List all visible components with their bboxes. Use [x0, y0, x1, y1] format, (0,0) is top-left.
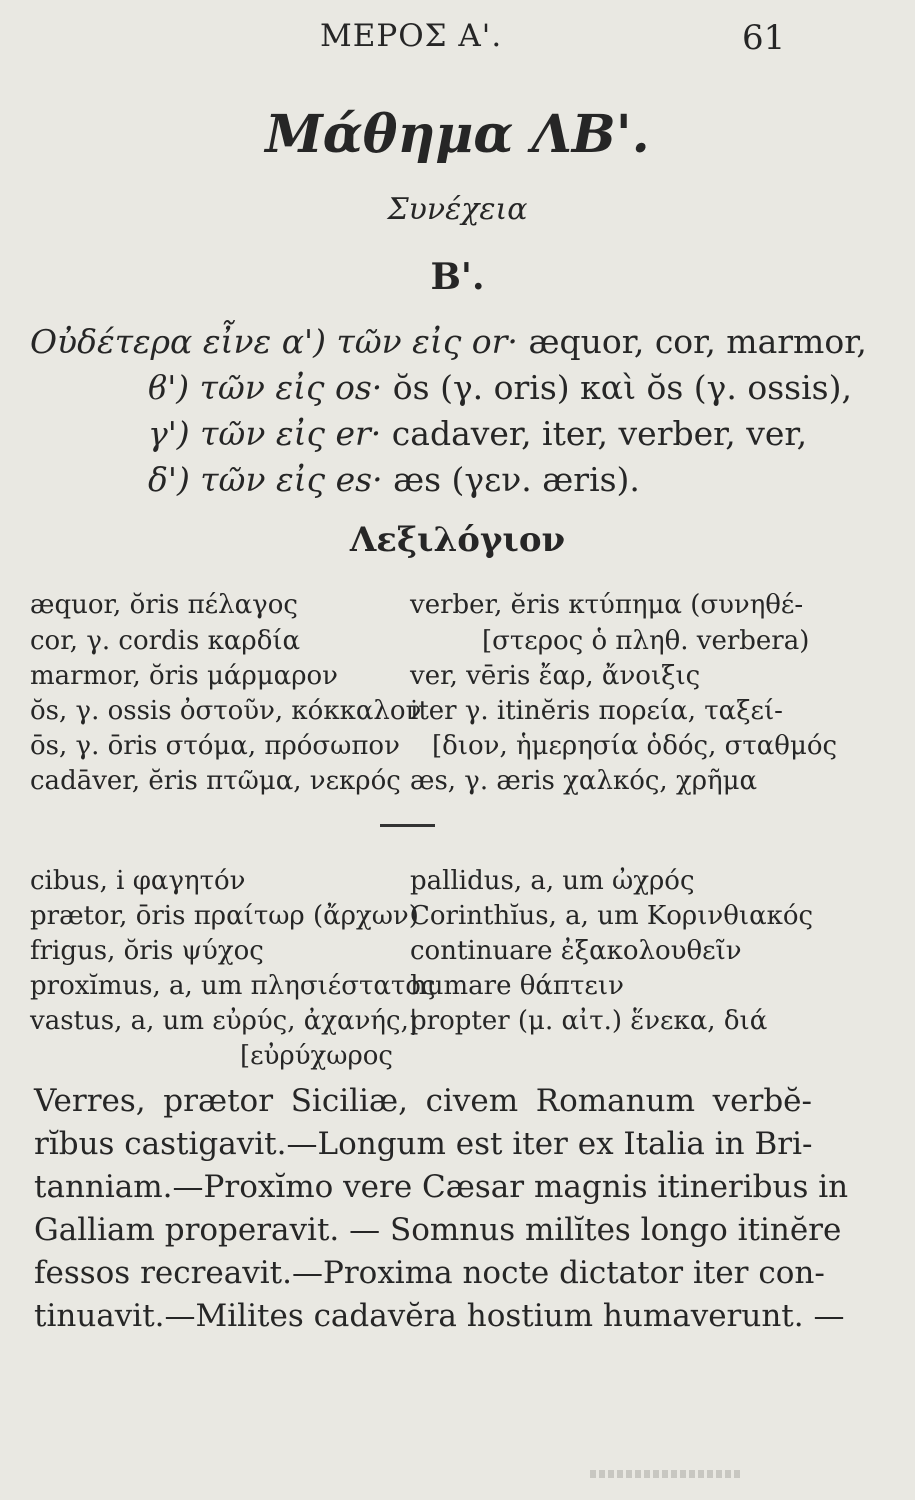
vocab-entry: Corinthĭus, a, um Κορινθιακός [410, 901, 814, 931]
rule-latin: æquor, cor, marmor, [528, 322, 867, 361]
vocab-entry: verber, ĕris κτύπημα (συνηθέ- [410, 590, 804, 620]
rule-line [30, 322, 867, 361]
vocab-entry: propter (μ. αἰτ.) ἕνεκα, διά [410, 1006, 768, 1036]
paragraph-line: tanniam.—Proxĭmo vere Cæsar magnis itineribus in [34, 1169, 849, 1205]
vocab-entry: iter γ. itinĕris πορεία, ταξεί- [410, 696, 783, 726]
page-number: 61 [742, 18, 786, 58]
vocab-entry: ŏs, γ. ossis ὀστοῦν, κόκκαλον [30, 696, 422, 726]
paragraph-line: rĭbus castigavit.—Longum est iter ex Italia in Bri- [34, 1126, 813, 1162]
exercise-paragraph [34, 1080, 849, 1338]
rule-line [148, 460, 640, 499]
vocab-entry: prætor, ōris πραίτωρ (ἄρχων) [30, 901, 419, 931]
section-divider [380, 824, 435, 827]
paragraph-line: fessos recreavit.—Proxima nocte dictator iter con- [34, 1255, 825, 1291]
vocab-entry: vastus, a, um εὐρύς, ἀχανής,| [30, 1006, 418, 1036]
vocab-entry: æs, γ. æris χαλκός, χρῆμα [410, 766, 758, 796]
vocab-entry: [εὐρύχωρος [240, 1041, 393, 1071]
rule-latin: æs (γεν. æris). [393, 460, 640, 499]
rule-latin: ŏs (γ. oris) καὶ ŏs (γ. ossis), [392, 368, 852, 407]
vocab-entry: cor, γ. cordis καρδία [30, 626, 301, 656]
vocab-entry: ver, vēris ἔαρ, ἄνοιξις [410, 661, 701, 691]
paragraph-line: Verres, prætor Siciliæ, civem Romanum verbĕ- [34, 1083, 812, 1119]
rule-greek: γ') τῶν εἰς er· [148, 414, 382, 453]
rule-greek: Οὐδέτερα εἶνε α') τῶν εἰς or· [30, 322, 518, 361]
vocab-entry: [διον, ἡμερησία ὁδός, σταθμός [432, 731, 838, 761]
lesson-title: Μάθημα ΛΒ'. [265, 104, 650, 165]
vocabulary-heading: Λεξιλόγιον [349, 520, 566, 560]
rule-greek: ϐ') τῶν εἰς os· [148, 368, 383, 407]
vocab-entry: proxĭmus, a, um πλησιέστατος [30, 971, 436, 1001]
vocab-entry: ōs, γ. ōris στόμα, πρόσωπον [30, 731, 400, 761]
rule-line [148, 368, 852, 407]
vocab-entry: [στερος ὁ πληθ. verbera) [482, 626, 810, 656]
vocab-entry: cadāver, ĕris πτῶμα, νεκρός [30, 766, 401, 796]
lesson-subtitle: Συνέχεια [387, 192, 528, 227]
paragraph-line: Galliam properavit. — Somnus milĭtes longo itinĕre [34, 1212, 842, 1248]
rule-greek: δ') τῶν εἰς es· [148, 460, 383, 499]
vocab-entry: continuare ἐξακολουθεῖν [410, 936, 742, 966]
vocab-entry: humare θάπτειν [410, 971, 624, 1001]
vocab-entry: æquor, ŏris πέλαγος [30, 590, 298, 620]
vocab-entry: marmor, ŏris μάρμαρον [30, 661, 338, 691]
running-header: ΜΕΡΟΣ Α'. [320, 18, 503, 54]
vocab-entry: frigus, ŏris ψύχος [30, 936, 264, 966]
paragraph-line: tinuavit.—Milites cadavĕra hostium humaverunt. — [34, 1298, 845, 1334]
rule-latin: cadaver, iter, verber, ver, [391, 414, 808, 453]
library-stamp-mark [590, 1470, 740, 1478]
subsection-label: Β'. [430, 256, 485, 298]
vocab-entry: pallidus, a, um ὠχρός [410, 866, 695, 896]
vocab-entry: cibus, i φαγητόν [30, 866, 246, 896]
rule-line [148, 414, 807, 453]
